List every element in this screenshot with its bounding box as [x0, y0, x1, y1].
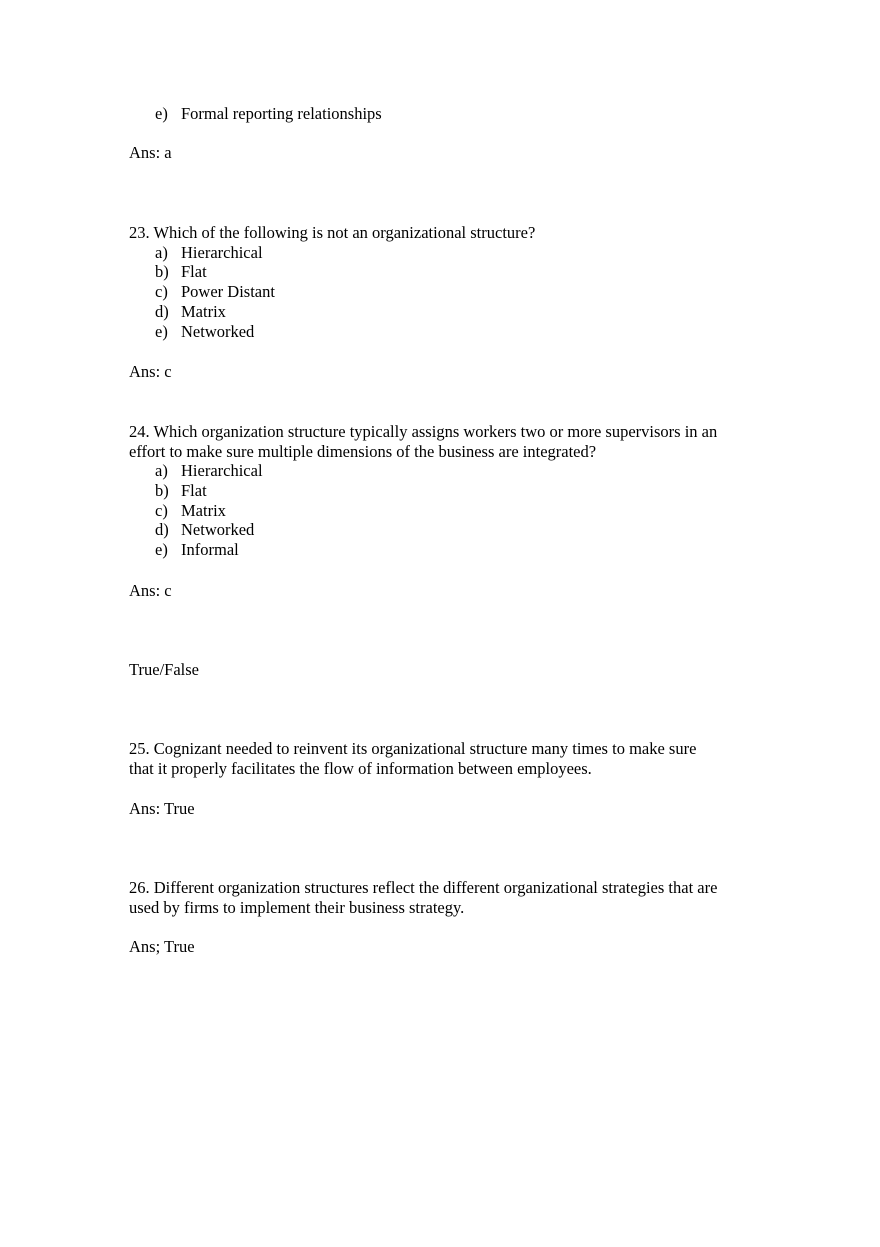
question-23-text: 23. Which of the following is not an organizational structure?	[129, 223, 536, 242]
question-23-option-e	[129, 322, 769, 342]
question-24-text-line-1: 24. Which organization structure typically assigns workers two or more supervisors in an	[129, 422, 718, 441]
option-letter: d)	[155, 520, 169, 540]
question-23-answer-block	[129, 362, 769, 381]
option-text: Formal reporting relationships	[181, 104, 382, 123]
option-letter: a)	[155, 461, 168, 480]
option-letter: e)	[155, 104, 168, 123]
question-23-option-a	[129, 243, 769, 263]
question-26-answer: Ans; True	[129, 937, 195, 956]
option-letter: c)	[155, 500, 168, 520]
question-23-option-b	[129, 262, 769, 282]
option-letter: d)	[155, 301, 169, 321]
question-24-option-a	[129, 461, 789, 481]
question-24-option-b	[129, 481, 789, 501]
question-25-text-line-2: that it properly facilitates the flow of information between employees.	[129, 758, 592, 778]
question-24	[129, 422, 789, 560]
question-23	[129, 223, 769, 341]
option-letter: a)	[155, 242, 168, 262]
question-24-text-line-2: effort to make sure multiple dimensions of the business are integrated?	[129, 441, 597, 461]
carryover-options	[129, 104, 769, 124]
option-text: Hierarchical	[181, 461, 263, 480]
question-26-text-line-1: 26. Different organization structures reflect the different organizational strategies that are	[129, 878, 718, 897]
question-24-options	[129, 461, 789, 560]
question-25	[129, 739, 789, 778]
question-23-options	[129, 243, 769, 342]
question-24-option-c	[129, 501, 789, 521]
question-24-option-d	[129, 520, 789, 540]
option-text: Networked	[181, 520, 255, 540]
question-25-answer: Ans: True	[129, 799, 195, 818]
carryover-question	[129, 104, 769, 124]
option-letter: e)	[155, 540, 168, 560]
option-text: Matrix	[181, 301, 226, 321]
option-text: Informal	[181, 540, 239, 560]
question-23-option-c	[129, 282, 769, 302]
option-text: Matrix	[181, 500, 226, 520]
carryover-answer: Ans: a	[129, 143, 172, 162]
option-letter: b)	[155, 262, 169, 282]
question-25-text-line-1: 25. Cognizant needed to reinvent its organizational structure many times to make sure	[129, 739, 697, 758]
option-text: Flat	[181, 262, 207, 282]
option-text: Networked	[181, 321, 255, 341]
question-26	[129, 878, 789, 917]
option-letter: e)	[155, 321, 168, 341]
question-24-answer: Ans: c	[129, 581, 172, 600]
question-24-option-e	[129, 540, 789, 560]
carryover-answer-block	[129, 143, 769, 162]
option-text: Flat	[181, 480, 207, 500]
option-text: Power Distant	[181, 282, 275, 302]
option-letter: b)	[155, 480, 169, 500]
option-text: Hierarchical	[181, 242, 263, 262]
question-26-answer-block	[129, 937, 769, 956]
question-25-answer-block	[129, 799, 769, 818]
question-23-answer: Ans: c	[129, 362, 172, 381]
question-26-text-line-2: used by firms to implement their business strategy.	[129, 897, 465, 917]
section-heading-true-false: True/False	[129, 660, 199, 679]
question-24-answer-block	[129, 581, 769, 600]
option-letter: c)	[155, 282, 168, 302]
true-false-section	[129, 660, 769, 679]
carryover-option-e	[129, 104, 769, 124]
question-23-option-d	[129, 302, 769, 322]
